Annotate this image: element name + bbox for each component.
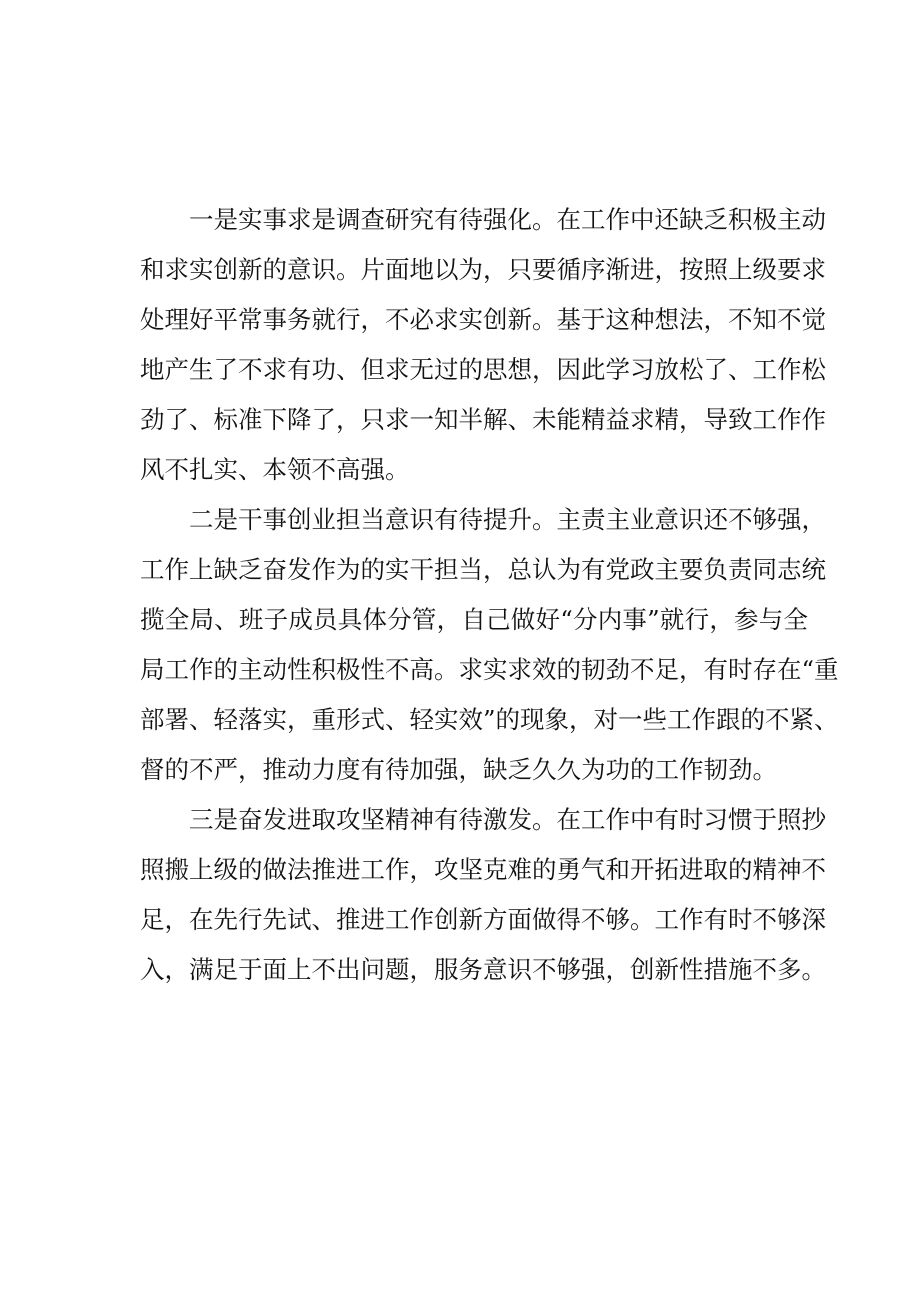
paragraph-line: 地产生了不求有功、但求无过的思想，因此学习放松了、工作松 xyxy=(140,355,826,384)
paragraph-line: 督的不严，推动力度有待加强，缺乏久久为功的工作韧劲。 xyxy=(140,755,777,784)
paragraph-line: 揽全局、班子成员具体分管，自己做好“分内事”就行，参与全 xyxy=(140,605,808,634)
paragraph-line: 工作上缺乏奋发作为的实干担当，总认为有党政主要负责同志统 xyxy=(140,555,826,584)
paragraph-line: 足，在先行先试、推进工作创新方面做得不够。工作有时不够深 xyxy=(140,905,826,934)
paragraph-line: 一是实事求是调查研究有待强化。在工作中还缺乏积极主动 xyxy=(189,205,826,234)
paragraph-line: 和求实创新的意识。片面地以为，只要循序渐进，按照上级要求 xyxy=(140,255,826,284)
paragraph-line: 风不扎实、本领不高强。 xyxy=(140,455,410,484)
paragraph-line: 处理好平常事务就行，不必求实创新。基于这种想法，不知不觉 xyxy=(140,305,826,334)
paragraph-line: 劲了、标准下降了，只求一知半解、未能精益求精，导致工作作 xyxy=(140,405,826,434)
paragraph-line: 部署、轻落实，重形式、轻实效”的现象，对一些工作跟的不紧、 xyxy=(140,705,839,734)
paragraph-line: 入，满足于面上不出问题，服务意识不够强，创新性措施不多。 xyxy=(140,955,826,984)
paragraph-line: 三是奋发进取攻坚精神有待激发。在工作中有时习惯于照抄 xyxy=(189,805,826,834)
paragraph-line: 照搬上级的做法推进工作，攻坚克难的勇气和开拓进取的精神不 xyxy=(140,855,826,884)
paragraph-line: 二是干事创业担当意识有待提升。主责主业意识还不够强， xyxy=(189,505,826,534)
paragraph-line: 局工作的主动性积极性不高。求实求效的韧劲不足，有时存在“重 xyxy=(140,655,839,684)
